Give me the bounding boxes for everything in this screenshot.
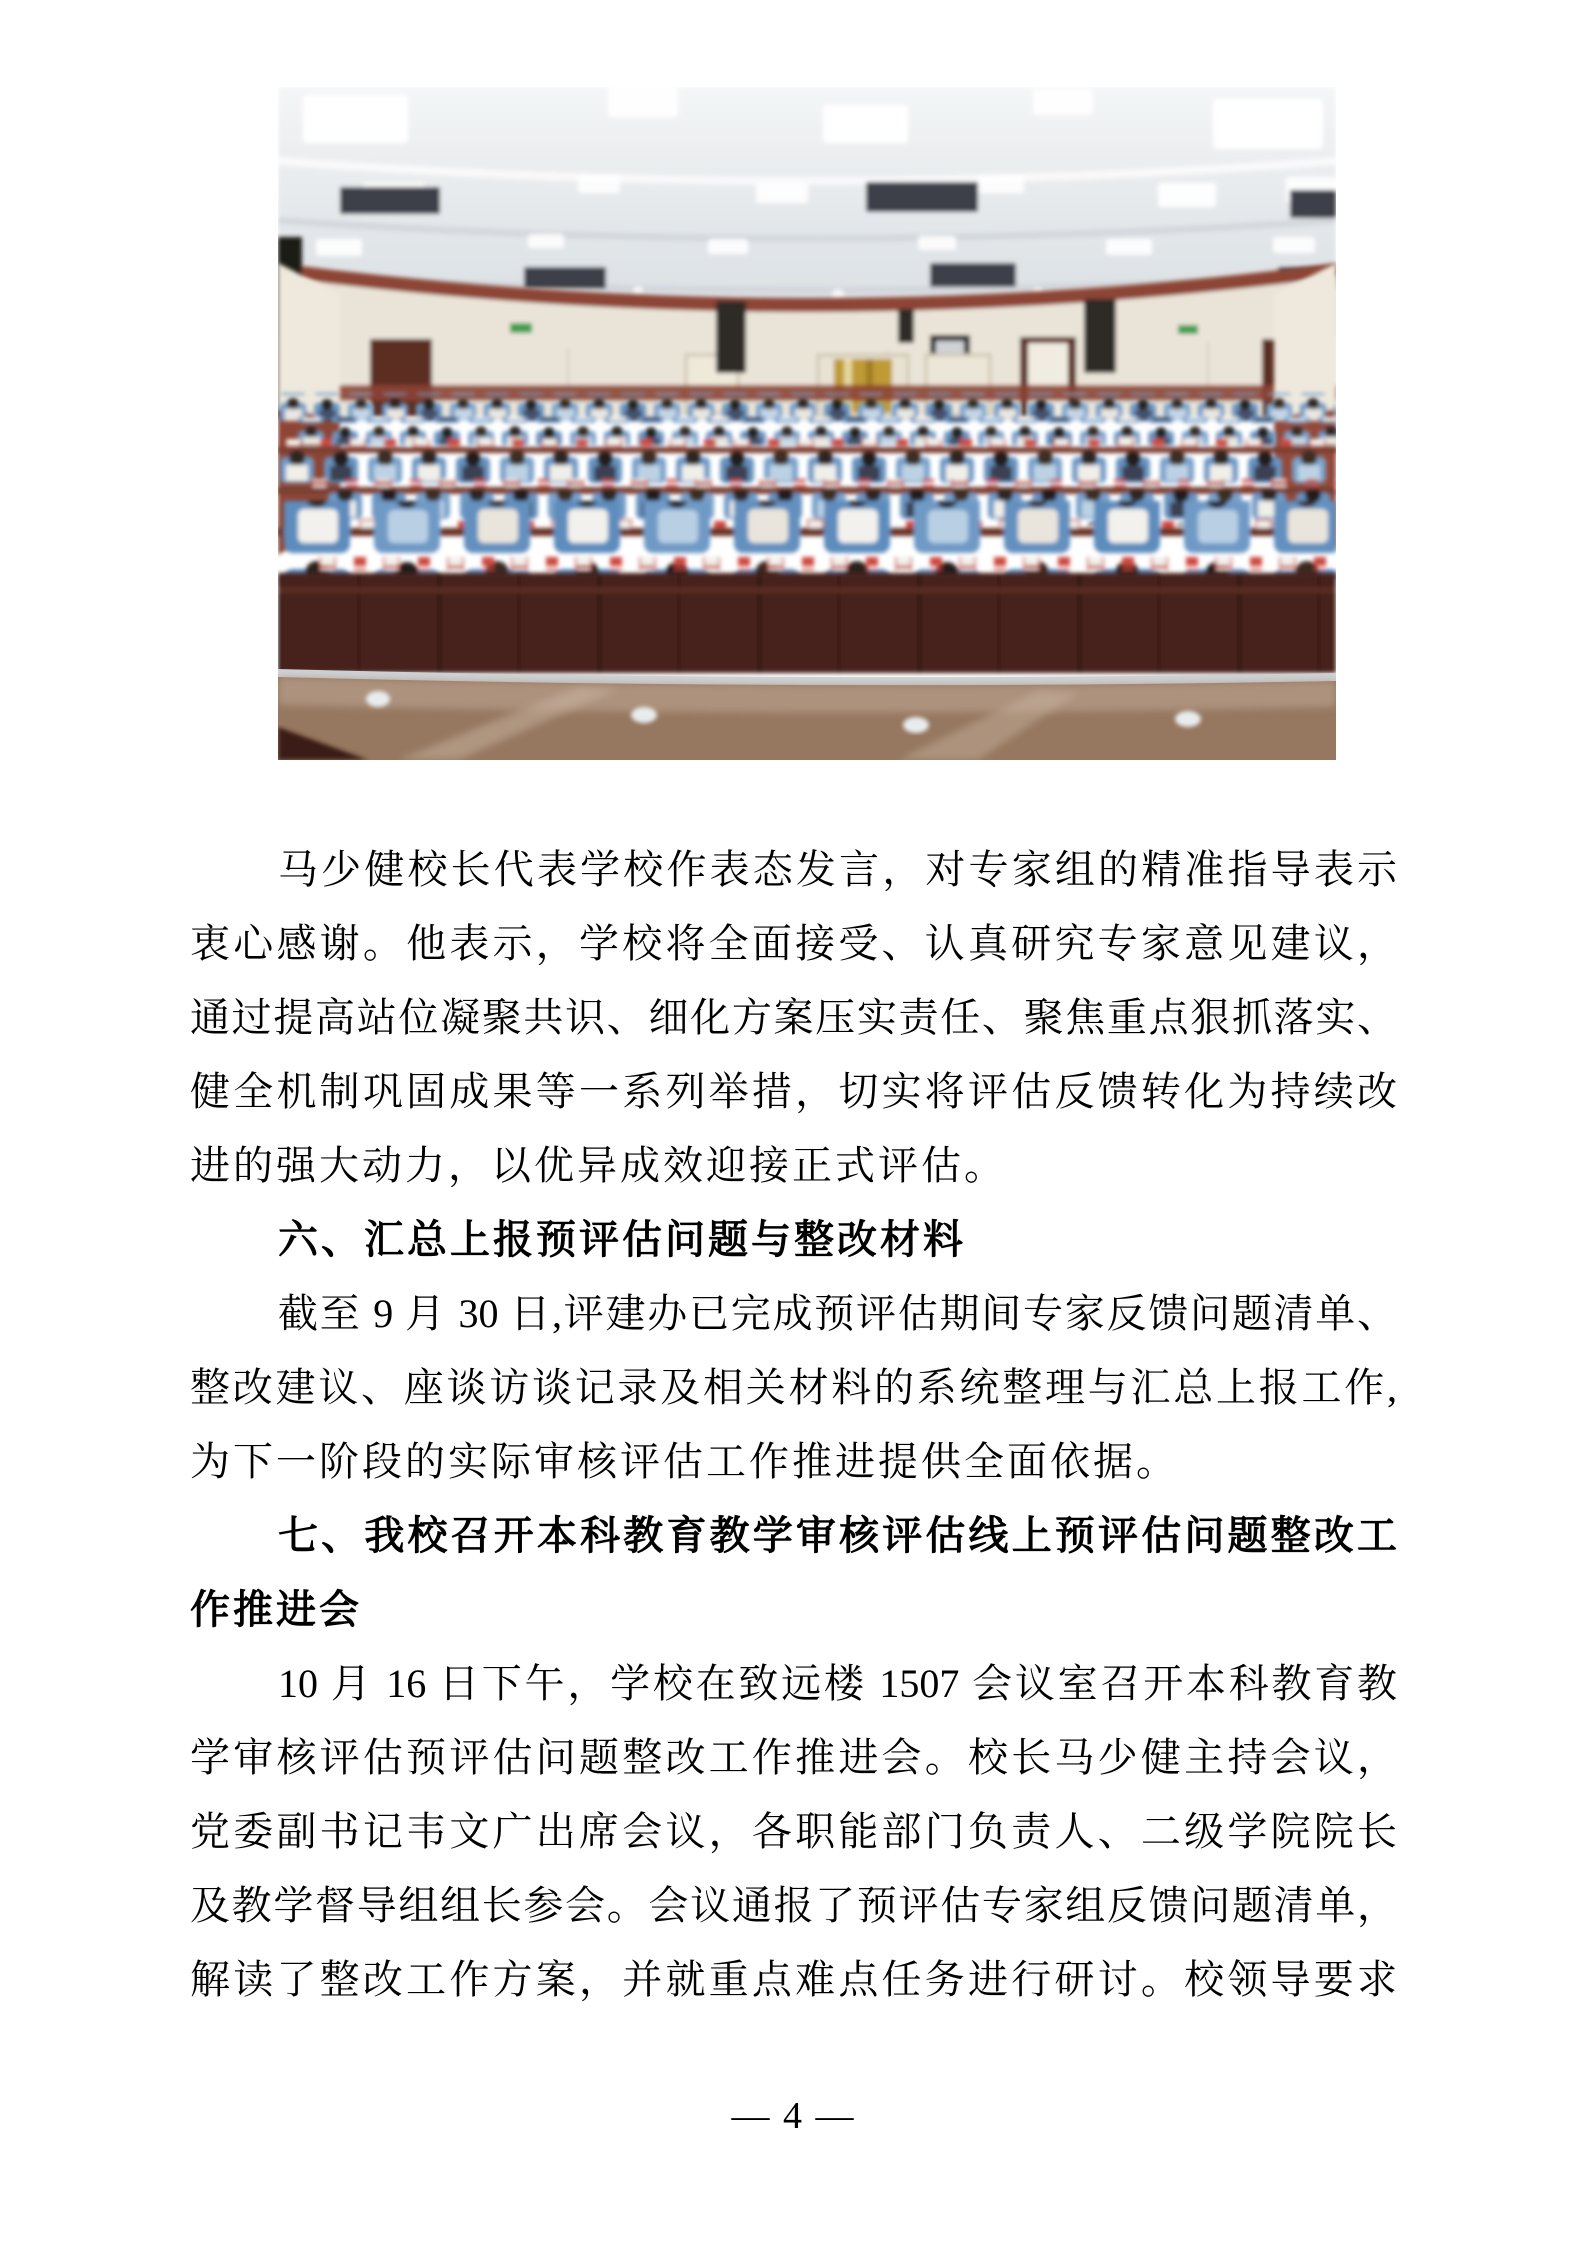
text-line: 整改建议、座谈访谈记录及相关材料的系统整理与汇总上报工作,	[190, 1365, 1397, 1410]
document-body	[190, 833, 1397, 2017]
section-heading-7-line1: 七、我校召开本科教育教学审核评估线上预评估问题整改工	[278, 1514, 1397, 1558]
text-line: 进的强大动力，以优异成效迎接正式评估。	[190, 1143, 1007, 1188]
text-line: 健全机制巩固成果等一系列举措，切实将评估反馈转化为持续改	[190, 1069, 1397, 1114]
section-heading-6: 六、汇总上报预评估问题与整改材料	[278, 1218, 966, 1262]
text-line: 解读了整改工作方案，并就重点难点任务进行研讨。校领导要求	[190, 1957, 1397, 2002]
text-line: 学审核评估预评估问题整改工作推进会。校长马少健主持会议，	[190, 1735, 1397, 1780]
section-heading-7-line2: 作推进会	[190, 1588, 362, 1632]
text-line: 通过提高站位凝聚共识、细化方案压实责任、聚焦重点狠抓落实、	[190, 995, 1397, 1040]
text-line: 为下一阶段的实际审核评估工作推进提供全面依据。	[190, 1439, 1179, 1484]
conference-photo-scene	[278, 87, 1336, 760]
conference-photo	[278, 87, 1336, 760]
front-desk	[278, 573, 1336, 760]
text-line: 10 月 16 日下午，学校在致远楼 1507 会议室召开本科教育教	[278, 1661, 1397, 1706]
text-line: 及教学督导组组长参会。会议通报了预评估专家组反馈问题清单，	[190, 1883, 1397, 1928]
text-line: 截至 9 月 30 日,评建办已完成预评估期间专家反馈问题清单、	[278, 1291, 1397, 1336]
text-line: 衷心感谢。他表示，学校将全面接受、认真研究专家意见建议，	[190, 921, 1397, 966]
text-line: 马少健校长代表学校作表态发言，对专家组的精准指导表示	[278, 847, 1397, 892]
page-number: — 4 —	[731, 2095, 856, 2137]
text-line: 党委副书记韦文广出席会议，各职能部门负责人、二级学院院长	[190, 1809, 1397, 1854]
exit-sign	[510, 323, 532, 333]
audience	[278, 393, 1336, 579]
